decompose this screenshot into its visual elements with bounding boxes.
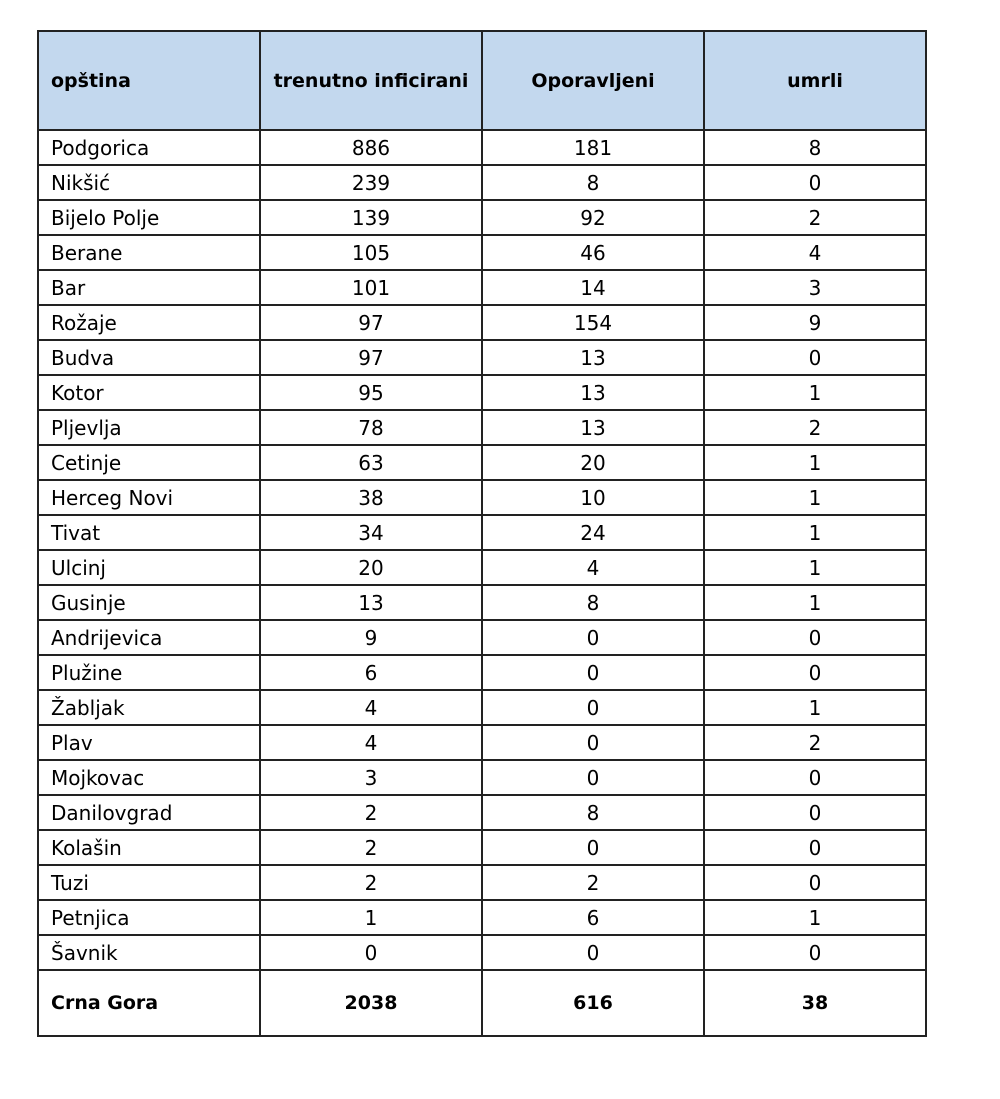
municipality-cell: Podgorica <box>38 130 260 165</box>
table-row <box>38 515 926 550</box>
table-row <box>38 235 926 270</box>
deceased-cell: 2 <box>704 410 926 445</box>
municipality-cell: Šavnik <box>38 935 260 970</box>
header-deceased: umrli <box>704 31 926 130</box>
recovered-cell: 0 <box>482 760 704 795</box>
municipality-cell: Rožaje <box>38 305 260 340</box>
recovered-cell: 24 <box>482 515 704 550</box>
table-row <box>38 690 926 725</box>
table-row <box>38 760 926 795</box>
deceased-cell: 0 <box>704 935 926 970</box>
currently-infected-cell: 105 <box>260 235 482 270</box>
table-row <box>38 165 926 200</box>
total-currently-infected: 2038 <box>260 970 482 1036</box>
deceased-cell: 3 <box>704 270 926 305</box>
municipality-cell: Bijelo Polje <box>38 200 260 235</box>
municipality-cell: Bar <box>38 270 260 305</box>
deceased-cell: 0 <box>704 865 926 900</box>
table-row <box>38 410 926 445</box>
municipality-cell: Danilovgrad <box>38 795 260 830</box>
table-row <box>38 550 926 585</box>
recovered-cell: 13 <box>482 410 704 445</box>
recovered-cell: 20 <box>482 445 704 480</box>
table-row <box>38 725 926 760</box>
currently-infected-cell: 97 <box>260 305 482 340</box>
municipality-cell: Plav <box>38 725 260 760</box>
deceased-cell: 1 <box>704 690 926 725</box>
recovered-cell: 181 <box>482 130 704 165</box>
recovered-cell: 92 <box>482 200 704 235</box>
deceased-cell: 0 <box>704 830 926 865</box>
currently-infected-cell: 2 <box>260 830 482 865</box>
currently-infected-cell: 13 <box>260 585 482 620</box>
municipality-cell: Tuzi <box>38 865 260 900</box>
table-row <box>38 445 926 480</box>
recovered-cell: 8 <box>482 165 704 200</box>
currently-infected-cell: 886 <box>260 130 482 165</box>
recovered-cell: 8 <box>482 795 704 830</box>
total-recovered: 616 <box>482 970 704 1036</box>
table-row <box>38 830 926 865</box>
currently-infected-cell: 239 <box>260 165 482 200</box>
municipality-cell: Budva <box>38 340 260 375</box>
table-row <box>38 480 926 515</box>
deceased-cell: 0 <box>704 165 926 200</box>
currently-infected-cell: 78 <box>260 410 482 445</box>
recovered-cell: 0 <box>482 725 704 760</box>
currently-infected-cell: 1 <box>260 900 482 935</box>
recovered-cell: 0 <box>482 655 704 690</box>
header-recovered: Oporavljeni <box>482 31 704 130</box>
currently-infected-cell: 34 <box>260 515 482 550</box>
header-currently-infected: trenutno inficirani <box>260 31 482 130</box>
deceased-cell: 0 <box>704 760 926 795</box>
currently-infected-cell: 4 <box>260 725 482 760</box>
currently-infected-cell: 63 <box>260 445 482 480</box>
deceased-cell: 1 <box>704 550 926 585</box>
recovered-cell: 0 <box>482 620 704 655</box>
deceased-cell: 1 <box>704 375 926 410</box>
recovered-cell: 154 <box>482 305 704 340</box>
recovered-cell: 14 <box>482 270 704 305</box>
municipality-cell: Cetinje <box>38 445 260 480</box>
currently-infected-cell: 0 <box>260 935 482 970</box>
deceased-cell: 1 <box>704 515 926 550</box>
total-row <box>38 970 926 1036</box>
municipality-cell: Petnjica <box>38 900 260 935</box>
table-row <box>38 200 926 235</box>
deceased-cell: 1 <box>704 445 926 480</box>
recovered-cell: 2 <box>482 865 704 900</box>
deceased-cell: 1 <box>704 480 926 515</box>
currently-infected-cell: 139 <box>260 200 482 235</box>
recovered-cell: 13 <box>482 375 704 410</box>
deceased-cell: 8 <box>704 130 926 165</box>
deceased-cell: 2 <box>704 725 926 760</box>
table-row <box>38 130 926 165</box>
recovered-cell: 0 <box>482 830 704 865</box>
deceased-cell: 0 <box>704 795 926 830</box>
table-row <box>38 270 926 305</box>
total-deceased: 38 <box>704 970 926 1036</box>
municipality-cell: Mojkovac <box>38 760 260 795</box>
deceased-cell: 0 <box>704 340 926 375</box>
municipality-cell: Berane <box>38 235 260 270</box>
table-header <box>38 31 926 130</box>
deceased-cell: 9 <box>704 305 926 340</box>
municipality-cell: Kolašin <box>38 830 260 865</box>
deceased-cell: 1 <box>704 900 926 935</box>
deceased-cell: 2 <box>704 200 926 235</box>
municipality-cell: Tivat <box>38 515 260 550</box>
municipality-cell: Plužine <box>38 655 260 690</box>
table-row <box>38 795 926 830</box>
recovered-cell: 0 <box>482 935 704 970</box>
table-row <box>38 375 926 410</box>
table-row <box>38 935 926 970</box>
currently-infected-cell: 95 <box>260 375 482 410</box>
deceased-cell: 0 <box>704 620 926 655</box>
currently-infected-cell: 6 <box>260 655 482 690</box>
currently-infected-cell: 3 <box>260 760 482 795</box>
municipality-covid-table <box>37 30 927 1037</box>
municipality-cell: Ulcinj <box>38 550 260 585</box>
recovered-cell: 13 <box>482 340 704 375</box>
recovered-cell: 8 <box>482 585 704 620</box>
total-label: Crna Gora <box>38 970 260 1036</box>
deceased-cell: 4 <box>704 235 926 270</box>
currently-infected-cell: 20 <box>260 550 482 585</box>
currently-infected-cell: 38 <box>260 480 482 515</box>
municipality-cell: Nikšić <box>38 165 260 200</box>
table-row <box>38 655 926 690</box>
deceased-cell: 1 <box>704 585 926 620</box>
municipality-cell: Gusinje <box>38 585 260 620</box>
recovered-cell: 4 <box>482 550 704 585</box>
table-row <box>38 585 926 620</box>
municipality-cell: Žabljak <box>38 690 260 725</box>
municipality-cell: Andrijevica <box>38 620 260 655</box>
currently-infected-cell: 2 <box>260 795 482 830</box>
currently-infected-cell: 2 <box>260 865 482 900</box>
table-body <box>38 130 926 970</box>
table-row <box>38 865 926 900</box>
table-footer <box>38 970 926 1036</box>
municipality-cell: Pljevlja <box>38 410 260 445</box>
table-row <box>38 620 926 655</box>
table-row <box>38 340 926 375</box>
recovered-cell: 0 <box>482 690 704 725</box>
header-municipality: opština <box>38 31 260 130</box>
recovered-cell: 6 <box>482 900 704 935</box>
municipality-cell: Herceg Novi <box>38 480 260 515</box>
currently-infected-cell: 97 <box>260 340 482 375</box>
header-row <box>38 31 926 130</box>
recovered-cell: 46 <box>482 235 704 270</box>
table-row <box>38 900 926 935</box>
deceased-cell: 0 <box>704 655 926 690</box>
currently-infected-cell: 9 <box>260 620 482 655</box>
currently-infected-cell: 101 <box>260 270 482 305</box>
currently-infected-cell: 4 <box>260 690 482 725</box>
table-row <box>38 305 926 340</box>
recovered-cell: 10 <box>482 480 704 515</box>
municipality-cell: Kotor <box>38 375 260 410</box>
